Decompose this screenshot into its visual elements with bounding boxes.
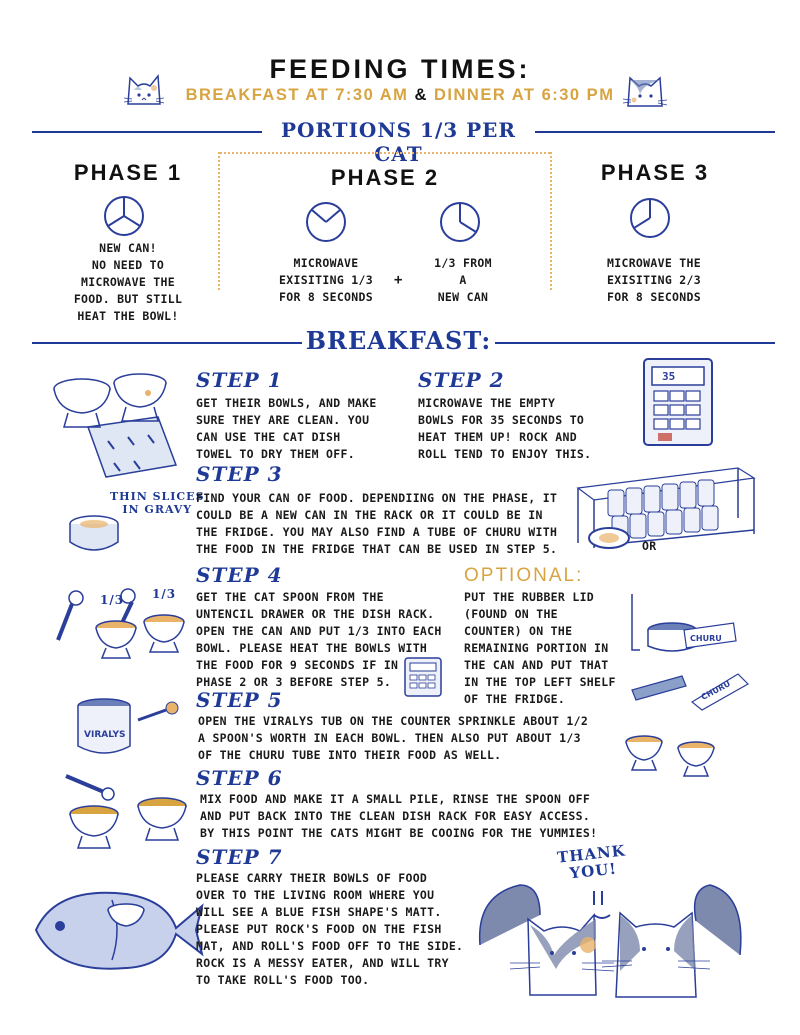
step-5-text: OPEN THE VIRALYS TUB ON THE COUNTER SPRINKLE ABOUT 1/2 A SPOON'S WORTH IN EACH BOWL. THEN ALSO PUT ABOUT 1/3 OF THE CHURU TUBE INTO THEIR FOOD AS WELL. <box>198 714 589 762</box>
or-label: OR <box>642 539 657 553</box>
churu-label-a: CHURU <box>690 634 722 643</box>
phase-1-text: NEW CAN! NO NEED TO MICROWAVE THE FOOD. BUT STILL HEAT THE BOWL! <box>73 241 183 323</box>
phase-divider-right <box>550 152 552 290</box>
breakfast-time: BREAKFAST AT 7:30 AM <box>185 86 409 104</box>
phase-3-title: PHASE 3 <box>600 160 710 185</box>
microwave-illustration <box>640 355 720 450</box>
optional-title: OPTIONAL: <box>464 565 584 586</box>
viralys-tub-illustration <box>72 694 192 764</box>
breakfast-divider-left <box>32 342 302 344</box>
portion-pie-phase-2a-icon <box>304 200 348 244</box>
one-third-label-b: 1/3 <box>152 587 177 601</box>
portions-banner: PORTIONS 1/3 PER CAT <box>262 118 535 166</box>
portion-pie-phase-2b-icon <box>438 200 482 244</box>
food-tray-illustration <box>585 520 635 560</box>
phase-2-plus: + <box>394 272 403 288</box>
dinner-time: DINNER AT 6:30 PM <box>434 86 615 104</box>
lidded-can-illustration <box>626 590 746 660</box>
thin-slices-label: THIN SLICES IN GRAVY <box>110 490 205 516</box>
breakfast-banner: BREAKFAST: <box>302 326 495 355</box>
phase-3-text: MICROWAVE THE EXISITING 2/3 FOR 8 SECONDS <box>607 256 701 304</box>
portions-divider-right <box>535 131 775 133</box>
portion-pie-phase-1-icon <box>102 194 146 238</box>
thank-you-label: THANK YOU! <box>556 841 627 883</box>
bowls-on-towel-illustration <box>48 365 188 485</box>
fish-mat-illustration <box>16 880 206 980</box>
one-third-label-a: 1/3 <box>100 593 125 607</box>
step-3-text: FIND YOUR CAN OF FOOD. DEPENDIING ON THE PHASE, IT COULD BE A NEW CAN IN THE RACK OR IT COULD BE IN THE FRIDGE. YOU MAY ALSO FIND A TUBE OF CHURU WITH THE FOOD IN THE FRIDGE THAT CAN BE USED IN STEP 5. <box>196 491 558 556</box>
step-2-text: MICROWAVE THE EMPTY BOWLS FOR 35 SECONDS TO HEAT THEM UP! ROCK AND ROLL TEND TO ENJOY THIS. <box>418 396 592 461</box>
mixed-food-bowls-illustration <box>60 770 200 865</box>
churu-label-b: CHURU <box>699 679 732 702</box>
phase-1-title: PHASE 1 <box>73 160 183 185</box>
step-5-title: STEP 5 <box>196 688 283 712</box>
viralys-label: VIRALYS <box>84 730 126 740</box>
phase-2-text-b: 1/3 FROM A NEW CAN <box>434 256 492 304</box>
phase-2-text-a: MICROWAVE EXISITING 1/3 FOR 8 SECONDS <box>279 256 373 304</box>
phase-divider-top <box>220 152 550 154</box>
phase-divider-left <box>218 152 220 290</box>
ampersand: & <box>414 86 428 104</box>
portions-divider-left <box>32 131 262 133</box>
page-title: FEEDING TIMES: <box>269 54 531 84</box>
step-7-title: STEP 7 <box>196 845 283 869</box>
two-cats-illustration <box>470 865 760 1025</box>
step-2-title: STEP 2 <box>418 368 505 392</box>
step-6-title: STEP 6 <box>196 766 283 790</box>
step-4-text: GET THE CAT SPOON FROM THE UNTENCIL DRAWER OR THE DISH RACK. OPEN THE CAN AND PUT 1/3 INTO EACH BOWL. PLEASE HEAT THE BOWLS WITH THE FOOD FOR 9 SECONDS IF IN PHASE 2 OR 3 BEFORE STEP 5. <box>196 590 442 689</box>
step-7-text: PLEASE CARRY THEIR BOWLS OF FOOD OVER TO THE LIVING ROOM WHERE YOU WILL SEE A BLUE FISH SHAPE'S MATT. PLEASE PUT ROCK'S FOOD ON THE FISH MAT, AND ROLL'S FOOD OFF TO THE SIDE. ROCK IS A MESSY EATER, AND WILL TRY TO TAKE ROLL'S FOOD TOO. <box>196 871 464 987</box>
step-1-text: GET THEIR BOWLS, AND MAKE SURE THEY ARE CLEAN. YOU CAN USE THE CAT DISH TOWEL TO DRY THEM OFF. <box>196 396 377 461</box>
step-6-text: MIX FOOD AND MAKE IT A SMALL PILE, RINSE THE SPOON OFF AND PUT BACK INTO THE CLEAN DISH RACK FOR EASY ACCESS. BY THIS POINT THE CATS MIGHT BE COOING FOR THE YUMMIES! <box>200 792 598 840</box>
optional-text: PUT THE RUBBER LID (FOUND ON THE COUNTER) ON THE REMAINING PORTION IN THE CAN AND PUT THAT IN THE TOP LEFT SHELF OF THE FRIDGE. <box>464 590 616 706</box>
food-can-illustration <box>64 512 134 557</box>
churu-and-bowls-illustration <box>622 670 752 780</box>
step-4-title: STEP 4 <box>196 563 283 587</box>
breakfast-divider-right <box>495 342 775 344</box>
step-1-title: STEP 1 <box>196 368 283 392</box>
microwave-display: 35 <box>662 370 676 383</box>
step-3-title: STEP 3 <box>196 462 283 486</box>
phase-2-title: PHASE 2 <box>330 165 440 190</box>
feeding-times-subtitle <box>0 86 800 105</box>
portion-pie-phase-3-icon <box>628 196 672 240</box>
